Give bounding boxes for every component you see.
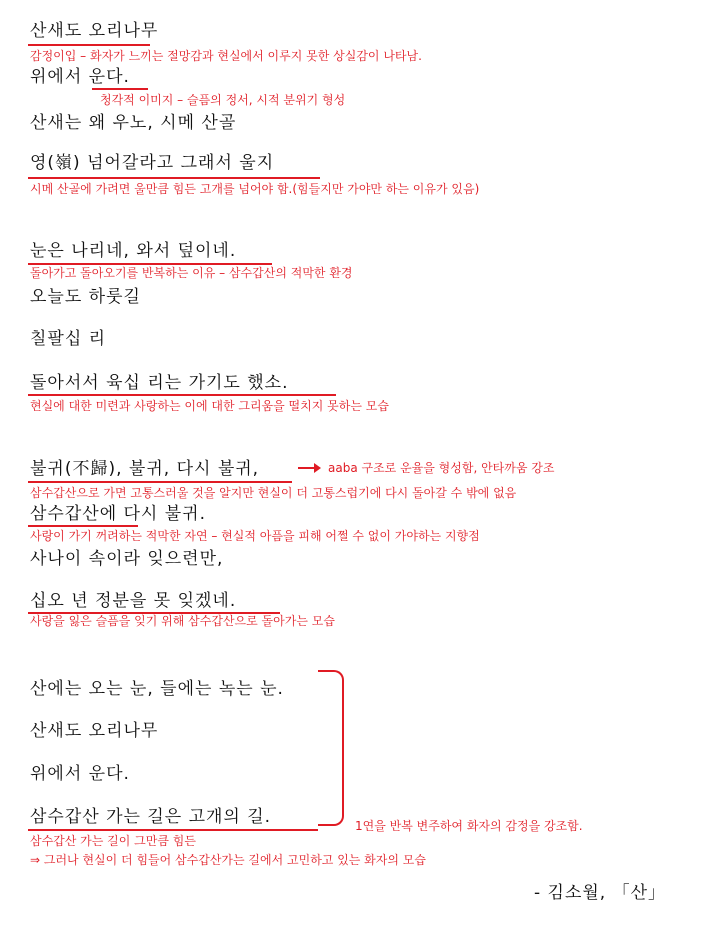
annotation-5: 돌아가고 돌아오기를 반복하는 이유 – 삼수갑산의 적막한 환경: [30, 266, 353, 280]
annotation-16a: 삼수갑산 가는 길이 그만큼 힘든: [30, 834, 196, 848]
poem-line-3: 산새는 왜 우노, 시메 산골: [30, 113, 237, 133]
underline: [28, 394, 336, 396]
poem-line-12: 십오 년 정분을 못 잊겠네.: [30, 591, 237, 611]
underline: [28, 525, 138, 527]
poem-line-13: 산에는 오는 눈, 들에는 녹는 눈.: [30, 679, 284, 699]
annotation-16b: ⇒ 그러나 현실이 더 힘들어 삼수갑산가는 길에서 고민하고 있는 화자의 모습: [30, 853, 426, 867]
poem-line-16: 삼수갑산 가는 길은 고개의 길.: [30, 807, 272, 827]
author-citation: - 김소월, 「산」: [534, 883, 667, 903]
annotation-12: 사랑을 잃은 슬픔을 잊기 위해 삼수갑산으로 돌아가는 모습: [30, 614, 335, 628]
underline: [28, 44, 150, 46]
annotation-9b: 삼수갑산으로 가면 고통스러울 것을 알지만 현실이 더 고통스럽기에 다시 돌아갈 수 밖에 없음: [30, 486, 517, 500]
poem-line-15: 위에서 운다.: [30, 764, 130, 784]
underline: [28, 177, 320, 179]
poem-line-4: 영(嶺) 넘어갈라고 그래서 울지: [30, 153, 275, 173]
poem-line-2: 위에서 운다.: [30, 67, 130, 87]
poem-line-8: 돌아서서 육십 리는 가기도 했소.: [30, 373, 289, 393]
annotation-9a: aaba 구조로 운율을 형성함, 안타까움 강조: [328, 461, 555, 475]
annotation-8: 현실에 대한 미련과 사랑하는 이에 대한 그리움을 떨치지 못하는 모습: [30, 399, 389, 413]
poem-line-5: 눈은 나리네, 와서 덮이네.: [30, 241, 237, 261]
bracket: [318, 670, 344, 826]
poem-line-1: 산새도 오리나무: [30, 21, 159, 41]
bracket-annotation: 1연을 반복 변주하여 화자의 감정을 강조함.: [355, 819, 583, 833]
poem-line-11: 사나이 속이라 잊으련만,: [30, 549, 224, 569]
annotation-1: 감정이입 – 화자가 느끼는 절망감과 현실에서 이루지 못한 상실감이 나타남.: [30, 49, 422, 63]
annotation-2: 청각적 이미지 – 슬픔의 정서, 시적 분위기 형성: [100, 93, 346, 107]
poem-line-10: 삼수갑산에 다시 불귀.: [30, 504, 207, 524]
underline: [28, 829, 318, 831]
annotation-4: 시메 산골에 가려면 울만큼 힘든 고개를 넘어야 함.(힘들지만 가야만 하는 이유가 있음): [30, 182, 480, 196]
poem-line-14: 산새도 오리나무: [30, 721, 159, 741]
poem-line-7: 칠팔십 리: [30, 329, 107, 349]
underline: [92, 88, 148, 90]
underline: [28, 481, 292, 483]
annotation-10: 사랑이 가기 꺼려하는 적막한 자연 – 현실적 아픔을 피해 어쩔 수 없이 가야하는 지향점: [30, 529, 480, 543]
poem-line-6: 오늘도 하룻길: [30, 287, 141, 307]
poem-line-9: 불귀(不歸), 불귀, 다시 불귀,: [30, 459, 260, 479]
arrow-right-icon: [298, 462, 322, 474]
